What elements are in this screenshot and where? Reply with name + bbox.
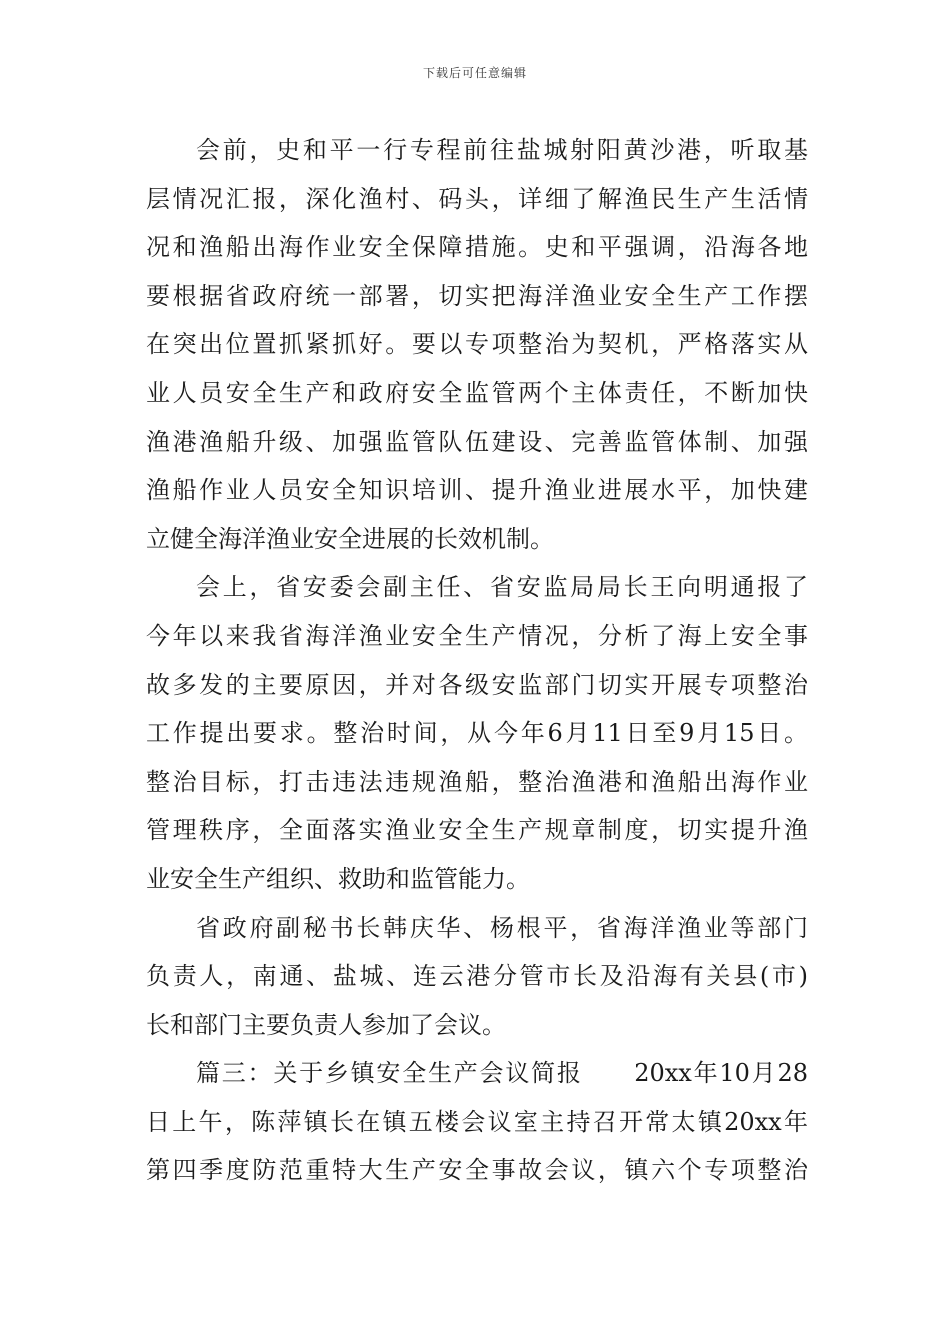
text-line: 第四季度防范重特大生产安全事故会议，镇六个专项整治 — [146, 1156, 808, 1185]
text-line: 故多发的主要原因，并对各级安监部门切实开展专项整治 — [146, 670, 808, 699]
text-line: 业人员安全生产和政府安全监管两个主体责任，不断加快 — [146, 378, 808, 407]
text-line: 立健全海洋渔业安全进展的长效机制。 — [146, 524, 554, 553]
text-line: 长和部门主要负责人参加了会议。 — [146, 1010, 506, 1039]
text-line: 况和渔船出海作业安全保障措施。史和平强调，沿海各地 — [146, 233, 808, 262]
document-body — [146, 126, 808, 1195]
text-line: 层情况汇报，深化渔村、码头，详细了解渔民生产生活情 — [146, 184, 808, 213]
text-line: 省政府副秘书长韩庆华、杨根平，省海洋渔业等部门 — [196, 913, 808, 942]
text-line: 渔港渔船升级、加强监管队伍建设、完善监管体制、加强 — [146, 427, 808, 456]
text-line: 工作提出要求。整治时间，从今年6月11日至9月15日。 — [146, 719, 808, 748]
text-line: 整治目标，打击违法违规渔船，整治渔港和渔船出海作业 — [146, 767, 808, 796]
text-line: 今年以来我省海洋渔业安全生产情况，分析了海上安全事 — [146, 621, 808, 650]
text-line: 渔船作业人员安全知识培训、提升渔业进展水平，加快建 — [146, 476, 808, 505]
text-line: 会前，史和平一行专程前往盐城射阳黄沙港，听取基 — [196, 136, 808, 164]
text-line: 业安全生产组织、救助和监管能力。 — [146, 864, 530, 893]
text-line: 日上午，陈萍镇长在镇五楼会议室主持召开常太镇20xx年 — [146, 1107, 808, 1136]
text-line: 要根据省政府统一部署，切实把海洋渔业安全生产工作摆 — [146, 281, 808, 310]
text-line: 在突出位置抓紧抓好。要以专项整治为契机，严格落实从 — [146, 330, 808, 359]
text-line: 负责人，南通、盐城、连云港分管市长及沿海有关县(市) — [146, 962, 808, 991]
text-line: 会上，省安委会副主任、省安监局局长王向明通报了 — [196, 573, 808, 602]
text-line: 篇三：关于乡镇安全生产会议简报 20xx年10月28 — [196, 1059, 808, 1088]
header-note: 下载后可任意编辑 — [422, 66, 527, 80]
text-line: 管理秩序，全面落实渔业安全生产规章制度，切实提升渔 — [146, 816, 808, 845]
